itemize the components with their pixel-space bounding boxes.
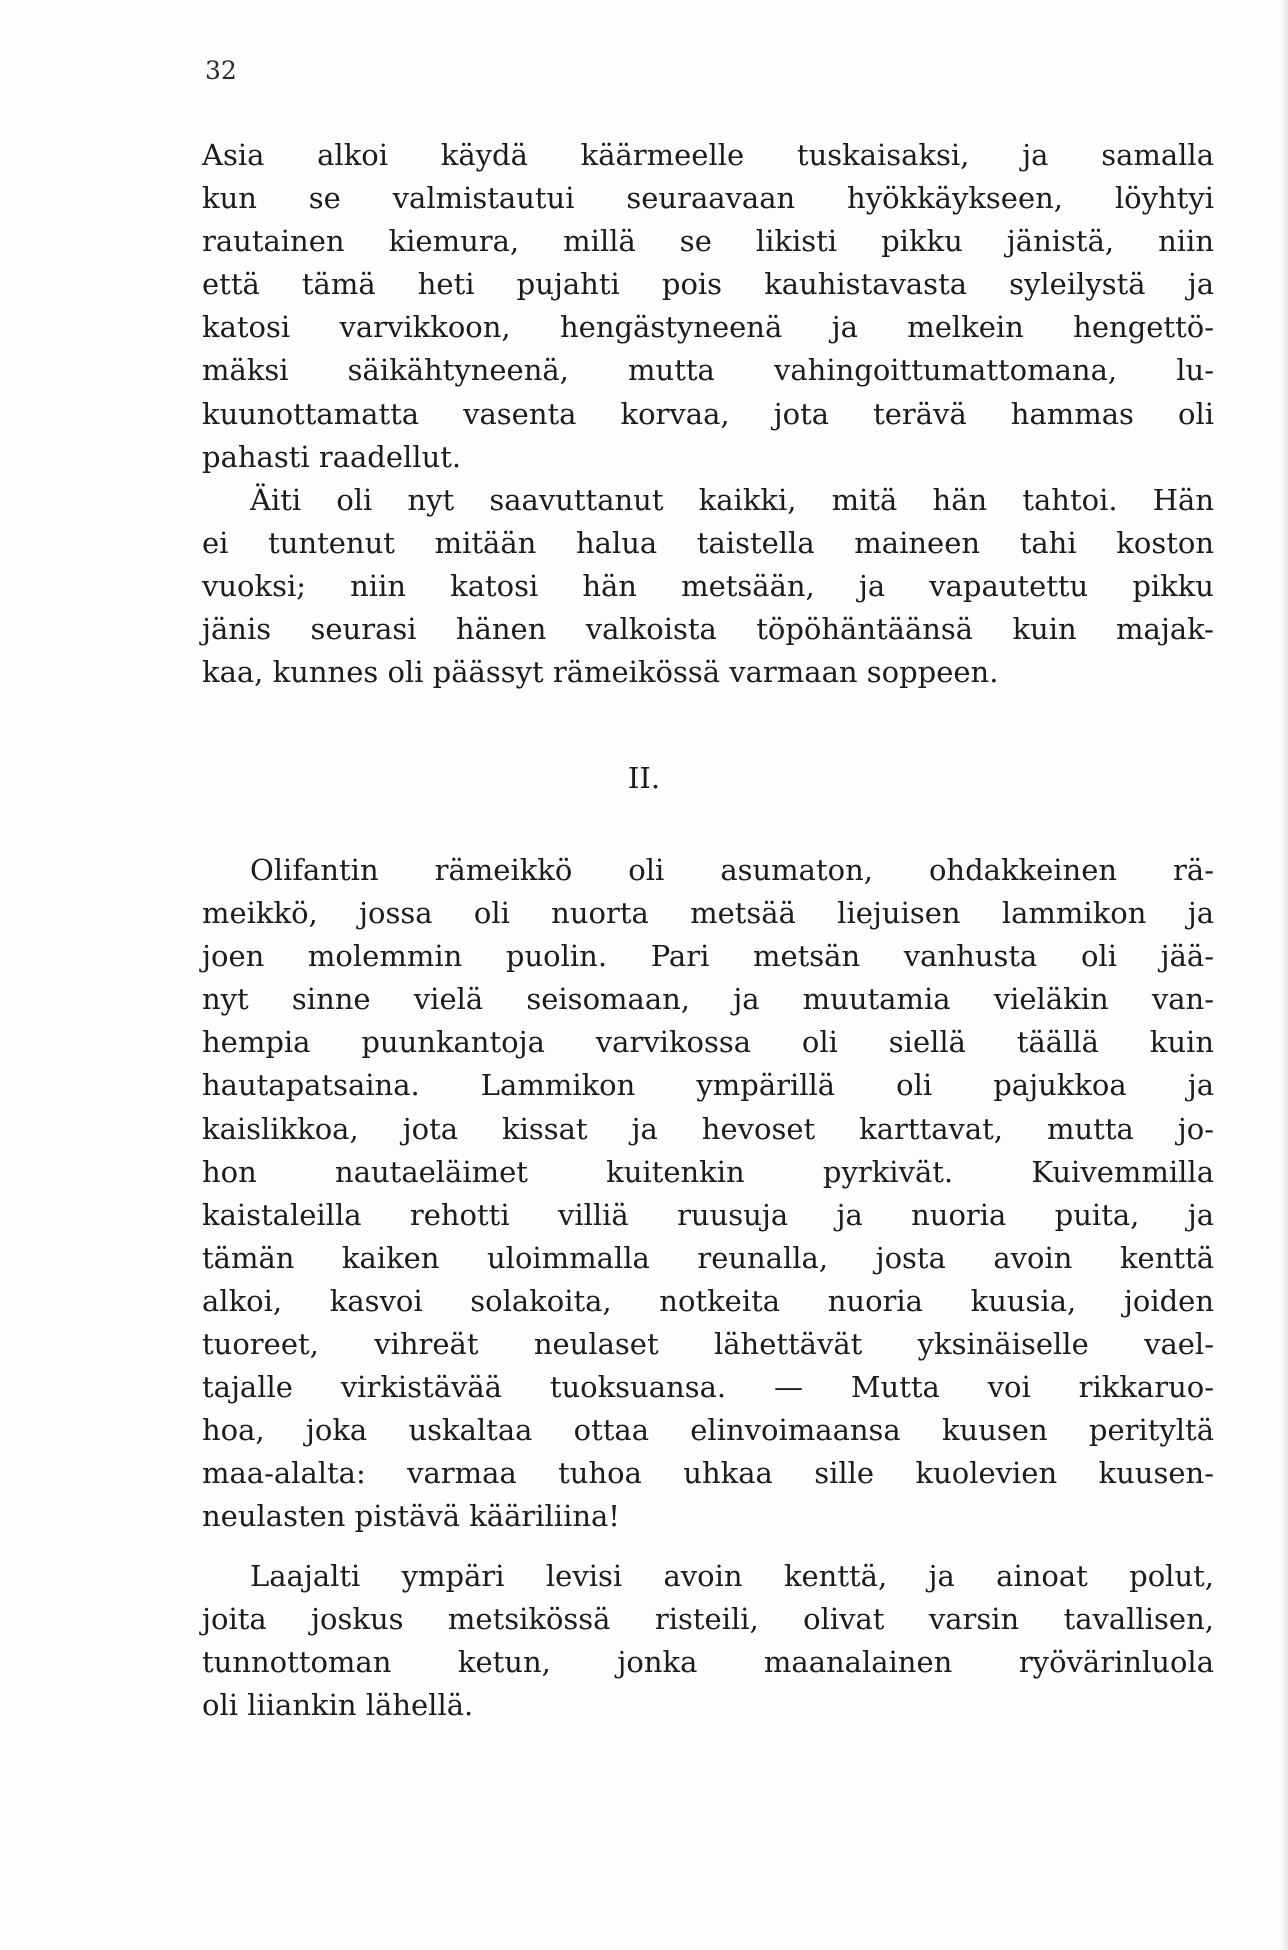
text-line: oli liiankin lähellä. (202, 1688, 474, 1723)
text-line: hoa, joka uskaltaa ottaa elinvoimaansa kuusen perityltä (202, 1413, 1214, 1448)
text-line: kuunottamatta vasenta korvaa, jota terävä hammas oli (202, 396, 1214, 431)
text-line: tajalle virkistävää tuoksuansa. — Mutta voi rikkaruo- (202, 1370, 1214, 1405)
text-line: kun se valmistautui seuraavaan hyökkäykseen, löyhtyi (202, 181, 1214, 216)
paragraph-3 (202, 849, 1214, 1539)
paragraph-4 (202, 1555, 1214, 1727)
text-line: jänis seurasi hänen valkoista töpöhäntäänsä kuin majak- (202, 612, 1214, 647)
text-line: pahasti raadellut. (202, 439, 462, 474)
text-line: kaislikkoa, jota kissat ja hevoset karttavat, mutta jo- (202, 1111, 1214, 1146)
text-line: Äiti oli nyt saavuttanut kaikki, mitä hän tahtoi. Hän (250, 483, 1214, 517)
paragraph-1 (202, 134, 1214, 479)
text-line: joita joskus metsikössä risteili, olivat varsin tavallisen, (202, 1602, 1214, 1637)
text-line: katosi varvikkoon, hengästyneenä ja melkein hengettö- (202, 310, 1214, 345)
text-line: rautainen kiemura, millä se likisti pikku jänistä, niin (202, 224, 1214, 259)
text-line: hon nautaeläimet kuitenkin pyrkivät. Kuivemmilla (202, 1154, 1214, 1189)
text-line: mäksi säikähtyneenä, mutta vahingoittumattomana, lu- (202, 353, 1214, 388)
text-line: Asia alkoi käydä käärmeelle tuskaisaksi, ja samalla (202, 138, 1214, 172)
text-line: nyt sinne vielä seisomaan, ja muutamia vieläkin van- (202, 982, 1214, 1017)
text-line: kaa, kunnes oli päässyt rämeikössä varmaan soppeen. (202, 655, 999, 690)
text-line: Olifantin rämeikkö oli asumaton, ohdakkeinen rä- (250, 853, 1214, 887)
text-line: tunnottoman ketun, jonka maanalainen ryövärinluola (202, 1645, 1214, 1680)
text-line: joen molemmin puolin. Pari metsän vanhusta oli jää- (202, 939, 1214, 974)
text-line: tuoreet, vihreät neulaset lähettävät yksinäiselle vael- (202, 1327, 1214, 1362)
text-line: Laajalti ympäri levisi avoin kenttä, ja ainoat polut, (250, 1559, 1214, 1593)
text-line: meikkö, jossa oli nuorta metsää liejuisen lammikon ja (202, 896, 1214, 931)
text-line: kaistaleilla rehotti villiä ruusuja ja nuoria puita, ja (202, 1197, 1214, 1232)
page-edge-shadow (1280, 0, 1288, 1950)
text-line: hempia puunkantoja varvikossa oli siellä täällä kuin (202, 1025, 1214, 1060)
chapter-heading: II. (627, 761, 661, 795)
text-line: alkoi, kasvoi solakoita, notkeita nuoria kuusia, joiden (202, 1283, 1214, 1318)
text-line: että tämä heti pujahti pois kauhistavasta syleilystä ja (202, 267, 1214, 302)
text-line: maa-alalta: varmaa tuhoa uhkaa sille kuolevien kuusen- (202, 1456, 1214, 1491)
page-number: 32 (205, 56, 237, 85)
text-line: neulasten pistävä kääriliina! (202, 1499, 620, 1534)
text-line: hautapatsaina. Lammikon ympärillä oli pajukkoa ja (202, 1068, 1214, 1103)
text-line: ei tuntenut mitään halua taistella maineen tahi koston (202, 526, 1214, 561)
text-line: tämän kaiken uloimmalla reunalla, josta avoin kenttä (202, 1240, 1214, 1275)
paragraph-2 (202, 479, 1214, 694)
text-line: vuoksi; niin katosi hän metsään, ja vapautettu pikku (202, 569, 1214, 604)
